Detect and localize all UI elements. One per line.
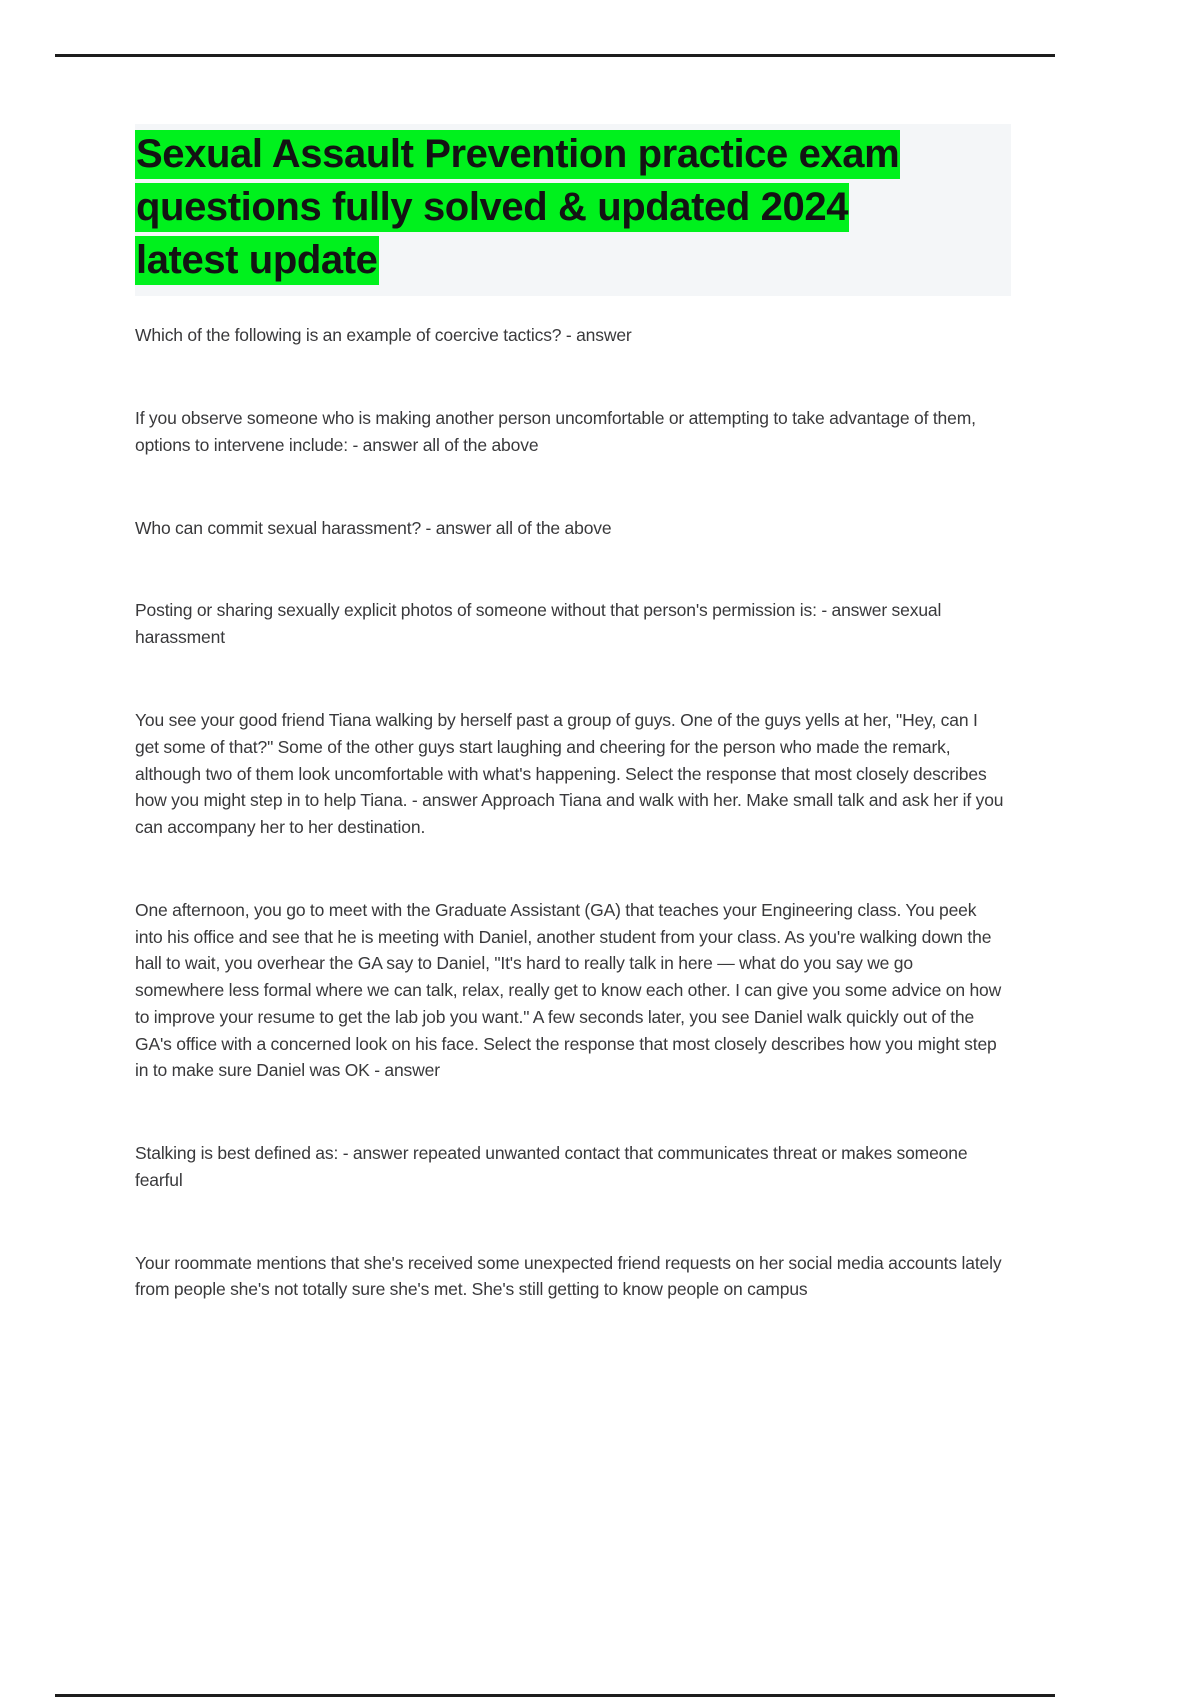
document-content — [135, 124, 1015, 1303]
page-title-block — [135, 124, 1011, 296]
page-title-line-2: questions fully solved & updated 2024 — [135, 183, 849, 232]
page-top-rule — [55, 54, 1055, 57]
qa-item-1: Which of the following is an example of coercive tactics? - answer — [135, 325, 632, 346]
page-title-line-1: Sexual Assault Prevention practice exam — [135, 130, 900, 179]
page-bottom-rule — [55, 1694, 1055, 1697]
qa-list — [135, 322, 1015, 1303]
qa-item-8: Your roommate mentions that she's received some unexpected friend requests on her social media accounts lately from people she's not totally sure she's met. She's still getting to know people on campus — [135, 1252, 1002, 1300]
qa-item-7: Stalking is best defined as: - answer repeated unwanted contact that communicates threat or makes someone fearful — [135, 1143, 968, 1190]
qa-item-2: If you observe someone who is making another person uncomfortable or attempting to take advantage of them, options to intervene include: - answer all of the above — [135, 408, 976, 455]
qa-item-4: Posting or sharing sexually explicit photos of someone without that person's permission is: - answer sexual harassment — [135, 600, 942, 648]
page-title-line-3: latest update — [135, 236, 379, 285]
qa-item-3: Who can commit sexual harassment? - answer all of the above — [135, 517, 612, 538]
page-title — [135, 128, 1007, 286]
qa-item-5: You see your good friend Tiana walking by herself past a group of guys. One of the guys yells at her, "Hey, can I get some of that?" Some of the other guys start laughing and cheering for the person who made the remark, although two of them look uncomfortable with what's happening. Select the response that most closely describes how you might step in to help Tiana. - answer Approach Tiana and walk with her. Make small talk and ask her if you can accompany her to her destination. — [135, 709, 1004, 838]
qa-item-6: One afternoon, you go to meet with the Graduate Assistant (GA) that teaches your Engineering class. You peek into his office and see that he is meeting with Daniel, another student from your class. As you're walking down the hall to wait, you overhear the GA say to Daniel, "It's hard to really talk in here — what do you say we go somewhere less formal where we can talk, relax, really get to know each other. I can give you some advice on how to improve your resume to get the lab job you want." A few seconds later, you see Daniel walk quickly out of the GA's office with a concerned look on his face. Select the response that most closely describes how you might step in to make sure Daniel was OK - answer — [135, 899, 1002, 1081]
